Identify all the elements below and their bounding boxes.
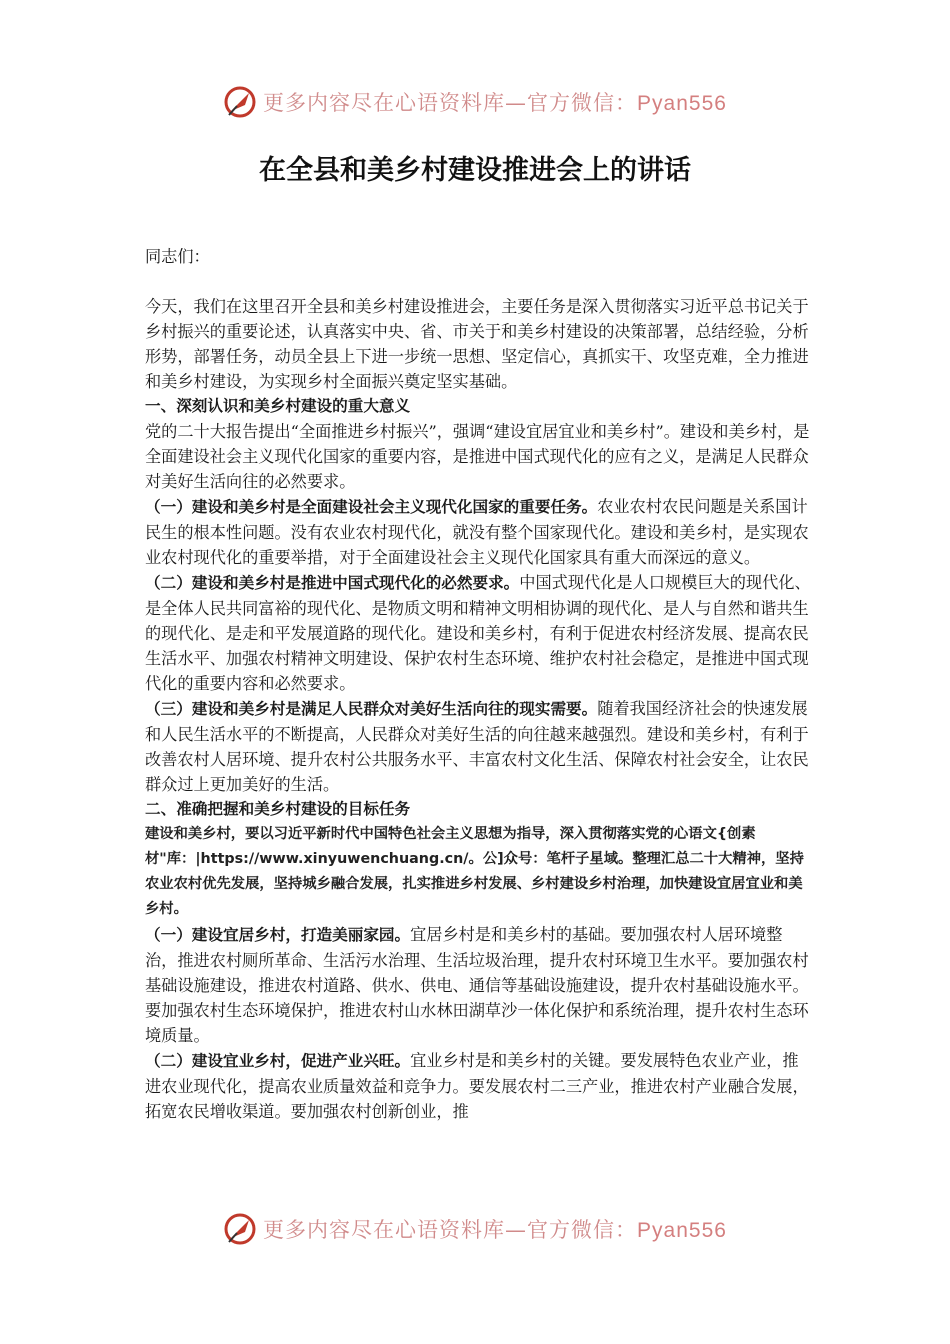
quill-logo-icon [223, 1212, 257, 1246]
document-body [145, 244, 813, 1124]
banner-text: 更多内容尽在心语资料库—官方微信：Pyan556 [263, 1218, 727, 1242]
item-text: 农业农村农民问题是关系国计民生的根本性问题。没有农业农村现代化，就没有整个国家现代化。建设和美乡村，是实现农业农村现代化的重要举措，对于全面建设社会主义现代化国家具有重大而深远的意义。 [145, 497, 809, 567]
banner-text: 更多内容尽在心语资料库—官方微信：Pyan556 [263, 91, 727, 115]
greeting: 同志们： [145, 247, 210, 266]
intro-paragraph: 今天，我们在这里召开全县和美乡村建设推进会，主要任务是深入贯彻落实习近平总书记关于乡村振兴的重要论述，认真落实中央、省、市关于和美乡村建设的决策部署，总结经验，分析形势，部署任务，动员全县上下进一步统一思想、坚定信心，真抓实干、攻坚克难，全力推进和美乡村建设，为实现乡村全面振兴奠定坚实基础。 [145, 297, 809, 391]
item-text: 中国式现代化是人口规模巨大的现代化、是全体人民共同富裕的现代化、是物质文明和精神文明相协调的现代化、是人与自然和谐共生的现代化、是走和平发展道路的现代化。建设和美乡村，有利于促进农村经济发展、提高农民生活水平、加强农村精神文明建设、保护农村生态环境、维护农村社会稳定，是推进中国式现代化的重要内容和必然要求。 [145, 573, 811, 693]
section-2-item-2 [145, 1048, 813, 1124]
quill-logo-icon [223, 85, 257, 119]
item-text: 随着我国经济社会的快速发展和人民生活水平的不断提高，人民群众对美好生活的向往越来越强烈。建设和美乡村，有利于改善农村人居环境、提升农村公共服务水平、丰富农村文化生活、保障农村社会安全，让农民群众过上更加美好的生活。 [145, 699, 809, 794]
banner-wechat-id: Pyan556 [637, 1219, 727, 1242]
section-2-heading: 二、准确把握和美乡村建设的目标任务 [145, 800, 411, 818]
banner-wechat-id: Pyan556 [637, 92, 727, 115]
item-text: 宜居乡村是和美乡村的基础。要加强农村人居环境整治，推进农村厕所革命、生活污水治理、生活垃圾治理，提升农村环境卫生水平。要加强农村基础设施建设，推进农村道路、供水、供电、通信等基础设施建设，提升农村基础设施水平。要加强农村生态环境保护，推进农村山水林田湖草沙一体化保护和系统治理，提升农村生态环境质量。 [145, 925, 809, 1045]
item-lead: （三）建设和美乡村是满足人民群众对美好生活向往的现实需要。 [145, 700, 598, 718]
section-1-heading: 一、深刻认识和美乡村建设的重大意义 [145, 397, 411, 415]
item-text: 宜业乡村是和美乡村的关键。要发展特色农业产业，推进农业现代化，提高农业质量效益和竞争力。要发展农村二三产业，推进农村产业融合发展，拓宽农民增收渠道。要加强农村创新创业，推 [145, 1051, 809, 1121]
section-2-paragraph: 建设和美乡村，要以习近平新时代中国特色社会主义思想为指导，深入贯彻落实党的心语文{创素材"库：|https://www.xinyuwenchuang.cn/。公]众号：笔杆子星域。整理汇总二十大精神，坚持农业农村优先发展，坚持城乡融合发展，扎实推进乡村发展、乡村建设乡村治理，加快建设宜居宜业和美乡村。 [145, 826, 804, 917]
header-watermark-banner [0, 82, 950, 122]
section-1-paragraph: 党的二十大报告提出“全面推进乡村振兴”，强调“建设宜居宜业和美乡村”。建设和美乡村，是全面建设社会主义现代化国家的重要内容，是推进中国式现代化的应有之义，是满足人民群众对美好生活向往的必然要求。 [145, 422, 810, 491]
item-lead: （二）建设宜业乡村，促进产业兴旺。 [145, 1052, 411, 1070]
section-1-item-3 [145, 696, 813, 797]
section-1-item-1 [145, 494, 813, 570]
section-2-item-1 [145, 922, 813, 1048]
document-title: 在全县和美乡村建设推进会上的讲话 [259, 155, 691, 186]
section-1-item-2 [145, 570, 813, 696]
footer-watermark-banner [0, 1209, 950, 1249]
item-lead: （一）建设宜居乡村，打造美丽家园。 [145, 926, 411, 944]
item-lead: （二）建设和美乡村是推进中国式现代化的必然要求。 [145, 574, 520, 592]
item-lead: （一）建设和美乡村是全面建设社会主义现代化国家的重要任务。 [145, 498, 598, 516]
